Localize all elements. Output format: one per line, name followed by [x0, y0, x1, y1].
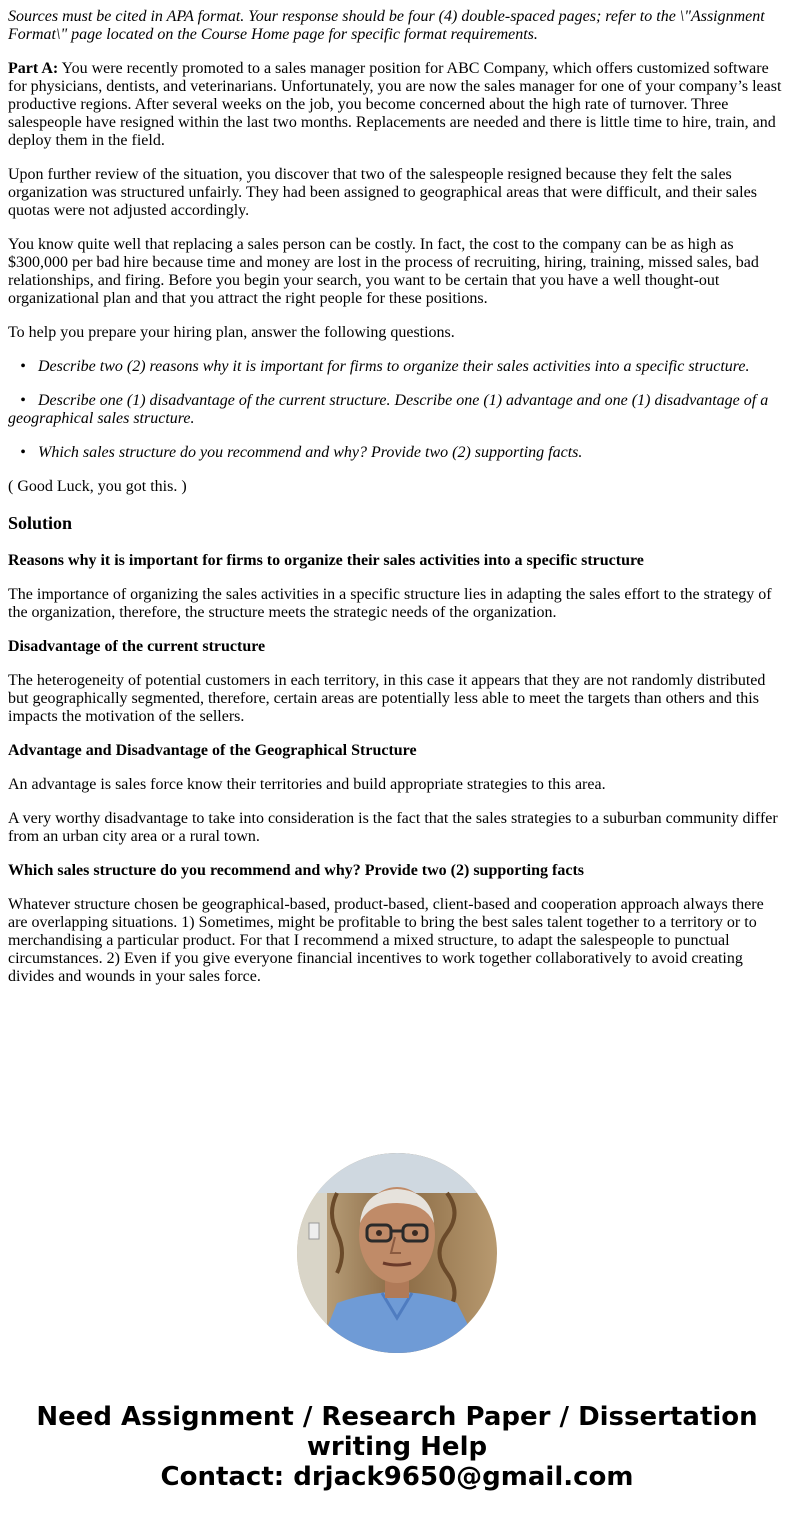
banner-contact-line: Contact: drjack9650@gmail.com [160, 1462, 634, 1492]
part-a-label: Part A: [8, 60, 59, 77]
question-text: Which sales structure do you recommend and why? Provide two (2) supporting facts. [38, 444, 583, 461]
format-note: Sources must be cited in APA format. Your response should be four (4) double-spaced pages; refer to the \"Assignment Format\" page located on the Course Home page for specific format requirements. [8, 8, 765, 43]
avatar-portrait-image [297, 1153, 497, 1353]
banner-line-1: Need Assignment / Research Paper / Dissertation [36, 1402, 758, 1432]
cost-paragraph: You know quite well that replacing a sales person can be costly. In fact, the cost to the company can be as high as $300,000 per bad hire because time and money are lost in the process of recruiting, hiring, training, missed sales, bad relationships, and firing. Before you begin your search, you want to be certain that you have a well thought-out organizational plan and that you attract the right people for these positions. [8, 236, 759, 307]
section-paragraph: A very worthy disadvantage to take into consideration is the fact that the sales strategies to a suburban community differ from an urban city area or a rural town. [8, 810, 778, 845]
bullet-icon: • [20, 444, 26, 461]
section-paragraph: An advantage is sales force know their territories and build appropriate strategies to this area. [8, 776, 606, 793]
banner-line-2: writing Help [306, 1432, 488, 1462]
closing-note: ( Good Luck, you got this. ) [8, 478, 187, 495]
author-avatar [297, 1153, 497, 1353]
question-bullet-2 [8, 392, 786, 428]
section-title-disadvantage: Disadvantage of the current structure [8, 638, 266, 655]
section-paragraph: The heterogeneity of potential customers in each territory, in this case it appears that they are not randomly distributed but geographically segmented, therefore, certain areas are potentially less able to meet the targets than others and this impacts the motivation of the sellers. [8, 672, 766, 725]
part-a-text: You were recently promoted to a sales manager position for ABC Company, which offers customized software for physicians, dentists, and veterinarians. Unfortunately, you are now the sales manager for one of your company’s least productive regions. After several weeks on the job, you become concerned about the high rate of turnover. Three salespeople have resigned within the last two months. Replacements are needed and there is little time to hire, train, and deploy them in the field. [8, 60, 782, 149]
instructions-paragraph: To help you prepare your hiring plan, answer the following questions. [8, 324, 455, 341]
bullet-icon: • [20, 358, 26, 375]
question-bullet-1 [8, 358, 786, 376]
solution-heading: Solution [8, 513, 73, 533]
bullet-icon: • [20, 392, 26, 409]
contact-banner [0, 1402, 794, 1492]
question-bullet-3 [8, 444, 786, 462]
section-title-reasons: Reasons why it is important for firms to organize their sales activities into a specific structure [8, 552, 644, 569]
question-text: Describe one (1) disadvantage of the current structure. Describe one (1) advantage and one (1) disadvantage of a geographical sales structure. [8, 392, 769, 427]
section-paragraph: The importance of organizing the sales activities in a specific structure lies in adapting the sales effort to the strategy of the organization, therefore, the structure meets the strategic needs of the organization. [8, 586, 772, 621]
question-text: Describe two (2) reasons why it is important for firms to organize their sales activities into a specific structure. [38, 358, 750, 375]
section-paragraph: Whatever structure chosen be geographical-based, product-based, client-based and cooperation approach always there are overlapping situations. 1) Sometimes, might be profitable to bring the best sales talent together to a territory or to merchandising a particular product. For that I recommend a mixed structure, to adapt the salespeople to punctual circumstances. 2) Even if you give everyone financial incentives to work together collaboratively to avoid creating divides and wounds in your sales force. [8, 896, 764, 985]
section-title-recommendation: Which sales structure do you recommend and why? Provide two (2) supporting facts [8, 862, 585, 879]
section-title-geographical: Advantage and Disadvantage of the Geographical Structure [8, 742, 417, 759]
part-a-paragraph [8, 60, 786, 150]
situation-paragraph: Upon further review of the situation, you discover that two of the salespeople resigned because they felt the sales organization was structured unfairly. They had been assigned to geographical areas that were difficult, and their sales quotas were not adjusted accordingly. [8, 166, 757, 219]
